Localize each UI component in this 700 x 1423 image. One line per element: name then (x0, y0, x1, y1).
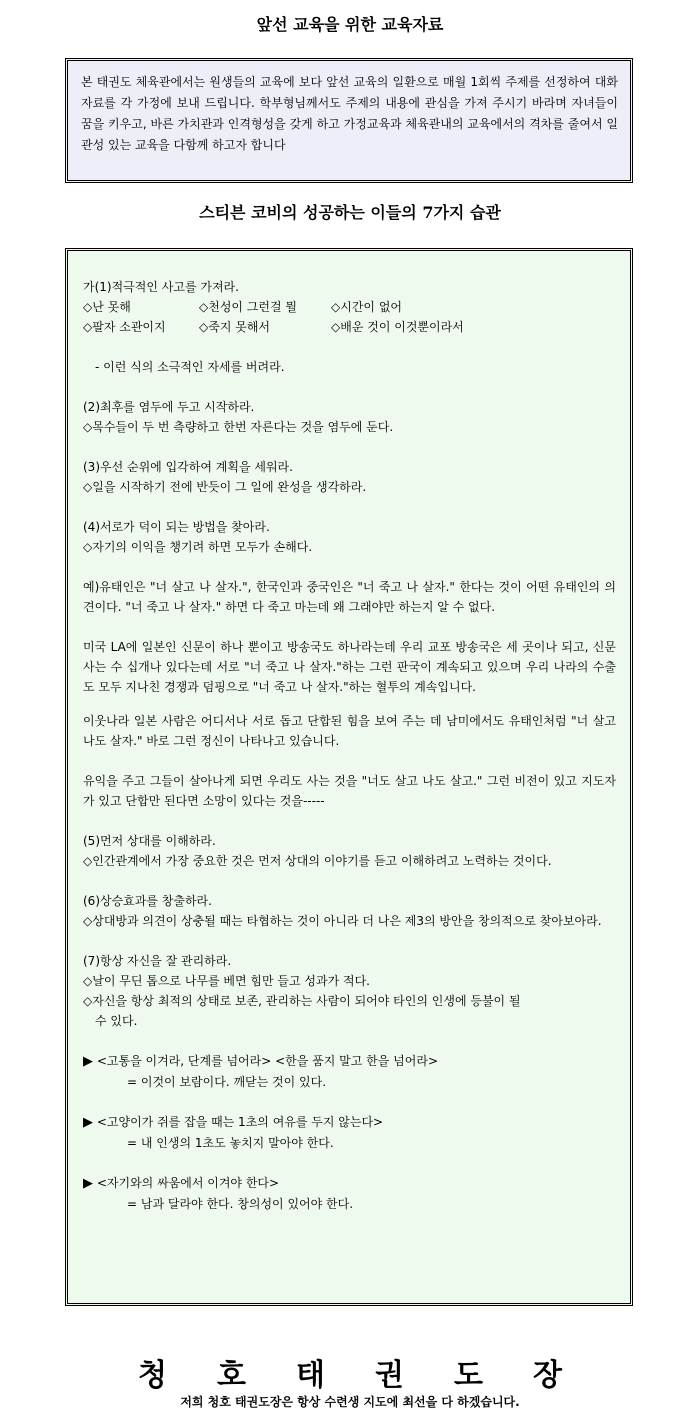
habit-3-heading: (3)우선 순위에 입각하여 계획을 세워라. (83, 460, 293, 474)
habit-1-note: - 이런 식의 소극적인 자세를 버려라. (95, 360, 285, 374)
quote-sub: = 내 인생의 1초도 놓치지 말아야 한다. (127, 1136, 334, 1150)
habit-4-heading: (4)서로가 덕이 되는 방법을 찾아라. (83, 520, 270, 534)
quote-text: <고양이가 쥐를 잡을 때는 1초의 여유를 두지 않는다> (96, 1115, 384, 1129)
habit-7-bullet-2: ◇자신을 항상 최적의 상태로 보존, 관리하는 사람이 되어야 타인의 인생에 등불이 될 (83, 994, 521, 1008)
quote-text: <자기와의 싸움에서 이겨야 한다> (96, 1176, 280, 1190)
habit-6-heading: (6)상승효과를 창출하라. (83, 894, 212, 908)
quote-block-2 (83, 1112, 616, 1153)
quote-sub: = 이것이 보람이다. 깨닫는 것이 있다. (127, 1075, 327, 1089)
dojang-name-char: 도 (453, 1358, 483, 1393)
option-item: ◇천성이 그런걸 뭘 (199, 300, 298, 314)
habit-7-bullet-1: ◇날이 무딘 톱으로 나무를 베면 힘만 들고 성과가 적다. (83, 974, 370, 988)
habit-7-bullet-2-cont: 수 있다. (95, 1014, 138, 1028)
dojang-name-char: 청 (138, 1358, 168, 1393)
example-paragraph-1: 예)유태인은 "너 살고 나 살자.", 한국인과 중국인은 "너 죽고 나 살자." 한다는 것이 어떤 유태인의 의견이다. "너 죽고 나 살자." 하면 다 죽고 마는데 왜 그래야만 하는지 알 수 없다. (83, 580, 616, 614)
option-item: ◇난 못해 (83, 300, 131, 314)
triangle-right-icon: ▶ (83, 1115, 93, 1130)
quote-block-3 (83, 1173, 616, 1214)
habit-2-heading: (2)최후를 염두에 두고 시작하라. (83, 400, 255, 414)
example-paragraph-2: 미국 LA에 일본인 신문이 하나 뿐이고 방송국도 하나라는데 우리 교포 방송국은 세 곳이나 되고, 신문사는 수 십개나 있다는데 서로 "너 죽고 나 살자."하는 그런 판국이 계속되고 있으며 우리 나라의 수출도 모두 지나친 경쟁과 덤핑으로 "너 죽고 나 살자."하는 혈투의 계속입니다. (83, 640, 616, 694)
triangle-right-icon: ▶ (83, 1054, 93, 1069)
quote-sub: = 남과 달라야 한다. 창의성이 있어야 한다. (127, 1197, 354, 1211)
habit-1-options-row-2 (83, 317, 616, 337)
habit-6-bullet: ◇상대방과 의견이 상충될 때는 타협하는 것이 아니라 더 나은 제3의 방안을 창의적으로 찾아보아라. (83, 914, 602, 928)
dojang-name-char: 태 (296, 1358, 325, 1393)
section-title: 스티븐 코비의 성공하는 이들의 7가지 습관 (199, 203, 501, 222)
dojang-name-char: 호 (217, 1358, 247, 1393)
habit-5-bullet: ◇인간관계에서 가장 중요한 것은 먼저 상대의 이야기를 듣고 이해하려고 노력하는 것이다. (83, 854, 552, 868)
triangle-right-icon: ▶ (83, 1176, 93, 1191)
dojang-name-char: 장 (532, 1358, 562, 1393)
quote-text: <고통을 이겨라, 단계를 넘어라> <한을 품지 말고 한을 넘어라> (96, 1054, 438, 1068)
dojang-name (0, 1350, 700, 1394)
intro-text: 본 태권도 체육관에서는 원생들의 교육에 보다 앞선 교육의 일환으로 매월 1회씩 주제를 선정하여 대화자료를 각 가정에 보내 드립니다. 학부형님께서도 주제의 내용에 관심을 가져 주시기 바라며 자녀들이 꿈을 키우고, 바른 가치관과 인격형성을 갖게 하고 가정교육과 체육관내의 교육에서의 격차를 줄여서 일관성 있는 교육을 다함께 하고자 합니다 (81, 75, 618, 152)
dojang-name-char: 권 (375, 1358, 404, 1393)
option-item: ◇시간이 없어 (331, 300, 403, 314)
habit-2-bullet: ◇목수들이 두 번 측량하고 한번 자른다는 것을 염두에 둔다. (83, 420, 394, 434)
habits-box (65, 248, 633, 1306)
page-title: 앞선 교육을 위한 교육자료 (256, 15, 444, 34)
quote-block-1 (83, 1051, 616, 1092)
intro-box (65, 58, 633, 183)
example-paragraph-4: 유익을 주고 그들이 살아나게 되면 우리도 사는 것을 "너도 살고 나도 살고." 그런 비전이 있고 지도자가 있고 단합만 된다면 소망이 있다는 것을----- (83, 774, 616, 808)
habit-5-heading: (5)먼저 상대를 이해하라. (83, 834, 216, 848)
footer-slogan: 저희 청호 태권도장은 항상 수련생 지도에 최선을 다 하겠습니다. (180, 1395, 520, 1409)
habit-7-heading: (7)항상 자신을 잘 관리하라. (83, 954, 232, 968)
habit-4-bullet: ◇자기의 이익을 챙기려 하면 모두가 손해다. (83, 540, 313, 554)
option-item: ◇죽지 못해서 (199, 320, 271, 334)
example-paragraph-3: 이웃나라 일본 사람은 어디서나 서로 돕고 단합된 힘을 보여 주는 데 남미에서도 유태인처럼 "너 살고 나도 살자." 바로 그런 정신이 나타나고 있습니다. (83, 714, 616, 748)
habit-3-bullet: ◇일을 시작하기 전에 반듯이 그 일에 완성을 생각하라. (83, 480, 367, 494)
habit-1-options-row-1 (83, 297, 616, 317)
option-item: ◇팔자 소관이지 (83, 320, 166, 334)
option-item: ◇배운 것이 이것뿐이라서 (331, 320, 464, 334)
habit-1-heading: 가(1)적극적인 사고를 가져라. (83, 280, 239, 294)
